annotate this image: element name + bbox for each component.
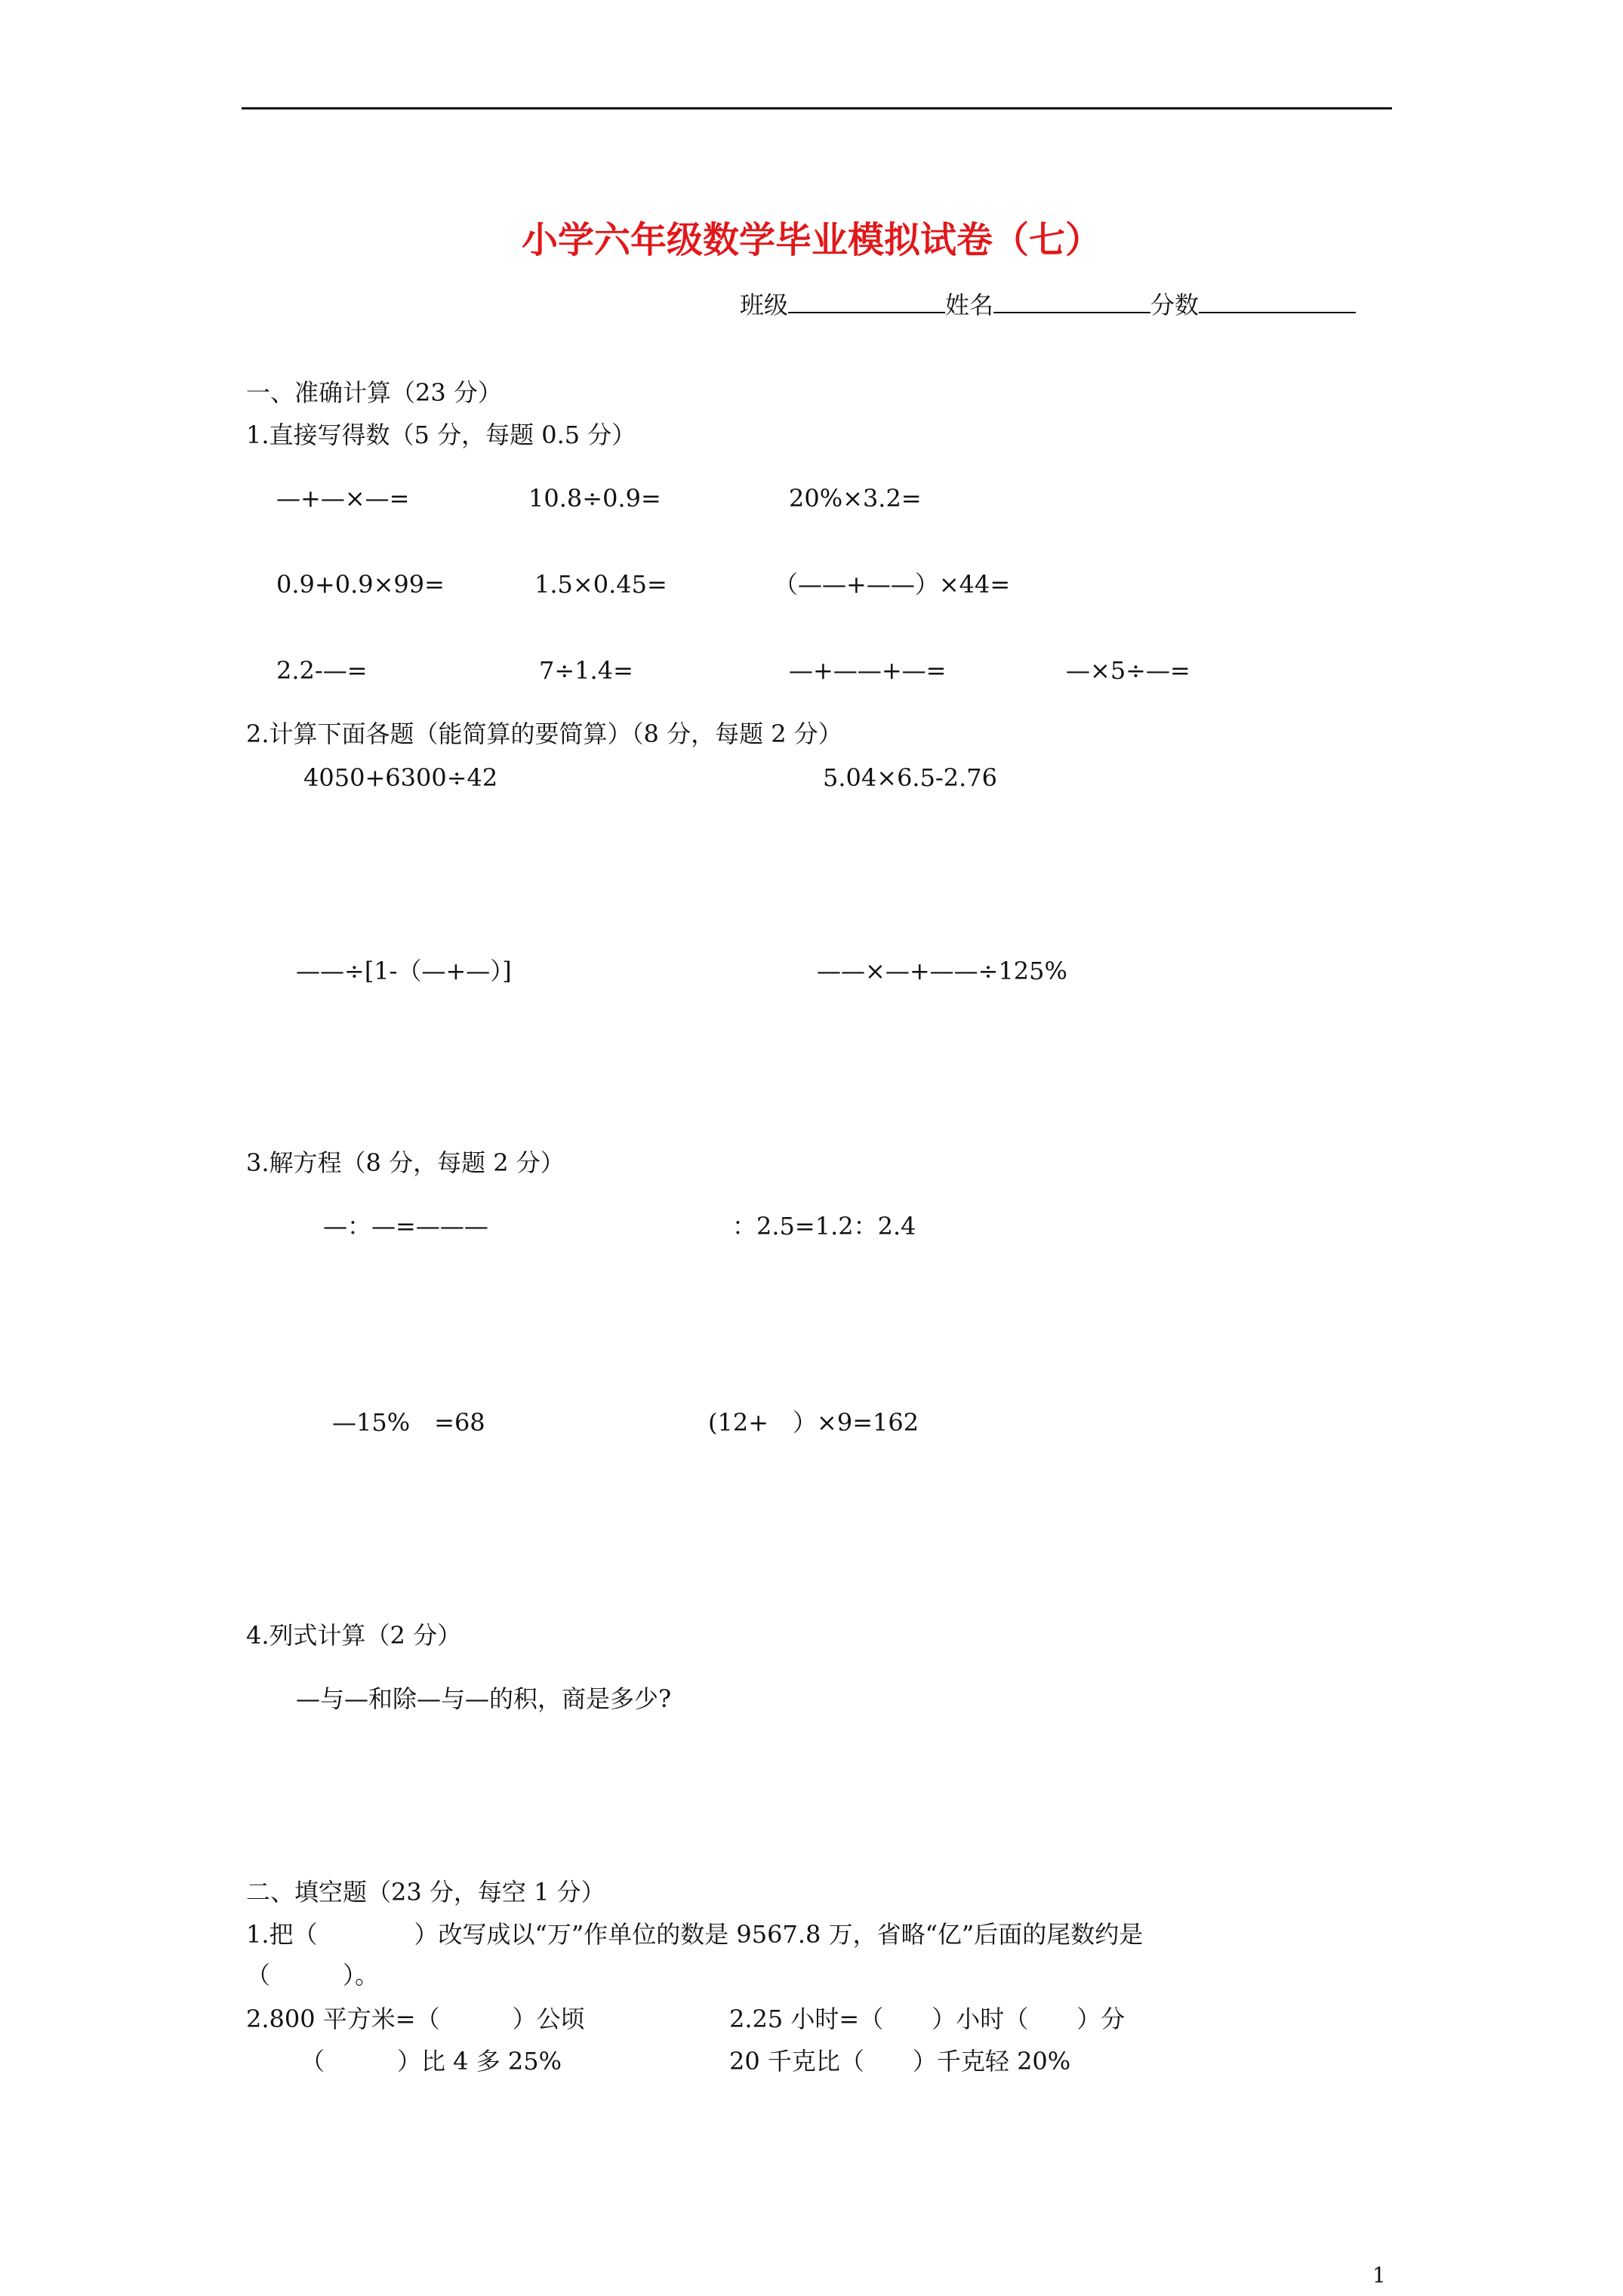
class-label: 班级 <box>740 291 789 319</box>
question-4-heading: 4.列式计算（2 分） <box>246 1621 462 1650</box>
fill-q1-line1: 1.把（ ）改写成以“万”作单位的数是 9567.8 万，省略“亿”后面的尾数约是 <box>246 1920 1144 1949</box>
q1-item: （——+——）×44= <box>774 570 1011 599</box>
name-blank[interactable] <box>993 289 1150 313</box>
class-blank[interactable] <box>788 289 945 313</box>
q1-item: 2.2-—= <box>276 656 368 685</box>
question-1-heading: 1.直接写得数（5 分，每题 0.5 分） <box>246 421 636 449</box>
q2-item: ——×—+——÷125% <box>817 957 1067 985</box>
q1-item: 0.9+0.9×99= <box>276 570 445 599</box>
q4-text: —与—和除—与—的积，商是多少? <box>296 1684 672 1713</box>
header-rule <box>242 107 1392 109</box>
q3-item: —：—=——— <box>323 1212 488 1240</box>
q1-item: 20%×3.2= <box>789 484 922 513</box>
fill-q2-d: 20 千克比（ ）千克轻 20% <box>729 2047 1071 2076</box>
fill-q2-c: （ ）比 4 多 25% <box>300 2047 562 2076</box>
fill-q2-b: 2.25 小时=（ ）小时（ ）分 <box>729 2005 1126 2033</box>
q1-item: 1.5×0.45= <box>534 570 667 599</box>
student-info-line <box>740 289 1356 320</box>
section-2-heading: 二、填空题（23 分，每空 1 分） <box>246 1878 605 1906</box>
section-1-heading: 一、准确计算（23 分） <box>246 378 502 407</box>
name-label: 姓名 <box>945 291 994 319</box>
fill-q2-a: 2.800 平方米=（ ）公顷 <box>246 2005 585 2033</box>
q2-item: 4050+6300÷42 <box>303 763 498 792</box>
q1-item: —+——+—= <box>789 656 947 685</box>
q1-item: —×5÷—= <box>1066 656 1190 685</box>
q3-item: ：2.5=1.2：2.4 <box>732 1212 916 1240</box>
q2-item: 5.04×6.5-2.76 <box>823 763 998 792</box>
q1-item: 10.8÷0.9= <box>528 484 661 513</box>
q1-item: —+—×—= <box>276 484 410 513</box>
score-label: 分数 <box>1150 291 1200 319</box>
page-number: 1 <box>1372 2263 1386 2288</box>
fill-q1-line2: （ ）。 <box>246 1961 380 1989</box>
q3-item: (12+ ）×9=162 <box>708 1408 919 1437</box>
question-2-heading: 2.计算下面各题（能简算的要简算）（8 分，每题 2 分） <box>246 720 842 748</box>
page-title: 小学六年级数学毕业模拟试卷（七） <box>521 219 1101 261</box>
q2-item: ——÷[1-（—+—）] <box>296 957 512 985</box>
score-blank[interactable] <box>1199 289 1356 313</box>
q1-item: 7÷1.4= <box>539 656 633 685</box>
q3-item: —15% =68 <box>332 1408 485 1437</box>
question-3-heading: 3.解方程（8 分，每题 2 分） <box>246 1148 565 1177</box>
